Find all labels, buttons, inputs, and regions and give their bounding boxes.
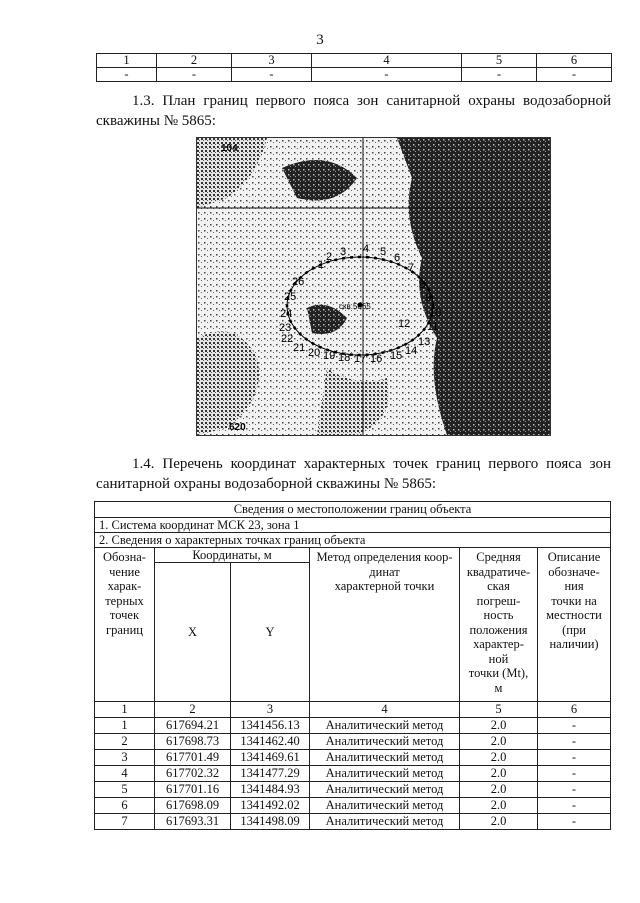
- point-label: 7: [408, 262, 415, 274]
- point-label: 24: [280, 308, 293, 320]
- boundary-plan-map: [196, 137, 551, 436]
- error: 2.0: [460, 814, 538, 830]
- description: -: [538, 782, 611, 798]
- point-number: 2: [95, 734, 155, 750]
- x-coordinate: 617701.16: [155, 782, 231, 798]
- table-cell: -: [232, 68, 312, 82]
- y-coordinate: 1341498.09: [231, 814, 310, 830]
- section-1-4-text: 1.4. Перечень координат характерных точек границ первого пояса зон санитарной охраны водозаборной скважины № 5865:: [96, 456, 611, 492]
- method: Аналитический метод: [310, 718, 460, 734]
- table-cell: -: [462, 68, 537, 82]
- column-number: 5: [460, 702, 538, 718]
- table-title: Сведения о местоположении границ объекта: [95, 502, 611, 518]
- description: -: [538, 798, 611, 814]
- point-number: 7: [95, 814, 155, 830]
- table-row: [95, 782, 611, 798]
- table-cell: -: [97, 68, 157, 82]
- method: Аналитический метод: [310, 734, 460, 750]
- point-number: 6: [95, 798, 155, 814]
- point-label: 1: [318, 259, 325, 271]
- y-coordinate: 1341492.02: [231, 798, 310, 814]
- method: Аналитический метод: [310, 766, 460, 782]
- x-coordinate: 617698.73: [155, 734, 231, 750]
- description: -: [538, 718, 611, 734]
- y-coordinate: 1341462.40: [231, 734, 310, 750]
- point-label: 14: [405, 345, 418, 357]
- point-label: 15: [390, 350, 403, 362]
- point-label: 21: [293, 342, 306, 354]
- point-label: 18: [338, 352, 351, 364]
- table-cell: -: [537, 68, 612, 82]
- grid-label-top: 104: [221, 143, 238, 154]
- column-number: 3: [231, 702, 310, 718]
- error: 2.0: [460, 798, 538, 814]
- point-label: 26: [292, 276, 305, 288]
- point-label: 13: [418, 336, 431, 348]
- point-number: 1: [95, 718, 155, 734]
- error: 2.0: [460, 750, 538, 766]
- table-row: [97, 68, 612, 82]
- point-label: 19: [323, 350, 336, 362]
- x-coordinate: 617694.21: [155, 718, 231, 734]
- point-label: 11: [427, 321, 439, 333]
- error: 2.0: [460, 718, 538, 734]
- point-label: 6: [394, 252, 401, 264]
- table-row: [95, 814, 611, 830]
- error: 2.0: [460, 782, 538, 798]
- column-header-coordinates: Координаты, м: [155, 548, 310, 563]
- description: -: [538, 750, 611, 766]
- section-1-3-paragraph: [96, 91, 611, 131]
- y-coordinate: 1341477.29: [231, 766, 310, 782]
- description: -: [538, 814, 611, 830]
- header-cell: 5: [462, 54, 537, 68]
- well-label: скв.5865: [339, 302, 371, 311]
- column-number: 2: [155, 702, 231, 718]
- header-cell: 6: [537, 54, 612, 68]
- column-header-method: Метод определения коор- динат характерной точки: [310, 548, 460, 702]
- method: Аналитический метод: [310, 798, 460, 814]
- column-header-error: Средняя квадратиче- ская погреш- ность положения характер- ной точки (Mt), м: [460, 548, 538, 702]
- column-header-designation: Обозна- чение харак- терных точек границ: [95, 548, 155, 702]
- map-image: [197, 138, 550, 435]
- method: Аналитический метод: [310, 750, 460, 766]
- method: Аналитический метод: [310, 782, 460, 798]
- point-label: 4: [363, 243, 370, 255]
- point-label: 12: [398, 318, 411, 330]
- table-cell: -: [312, 68, 462, 82]
- table-row: [95, 750, 611, 766]
- continuation-table: [96, 53, 612, 82]
- point-label: 8: [419, 279, 426, 291]
- point-label: 16: [370, 353, 383, 365]
- x-coordinate: 617702.32: [155, 766, 231, 782]
- point-label: 9: [425, 292, 432, 304]
- table-cell: -: [157, 68, 232, 82]
- point-label: 5: [380, 246, 387, 258]
- column-header-description: Описание обозначе- ния точки на местности (при наличии): [538, 548, 611, 702]
- page-number: 3: [316, 32, 324, 48]
- column-number: 6: [538, 702, 611, 718]
- x-coordinate: 617693.31: [155, 814, 231, 830]
- point-label: 2: [326, 251, 333, 263]
- point-number: 5: [95, 782, 155, 798]
- error: 2.0: [460, 766, 538, 782]
- y-coordinate: 1341456.13: [231, 718, 310, 734]
- x-coordinate: 617701.49: [155, 750, 231, 766]
- x-coordinate: 617698.09: [155, 798, 231, 814]
- error: 2.0: [460, 734, 538, 750]
- method: Аналитический метод: [310, 814, 460, 830]
- y-coordinate: 1341484.93: [231, 782, 310, 798]
- section-1-3-text: 1.3. План границ первого пояса зон санитарной охраны водозаборной скважины № 5865:: [96, 93, 611, 129]
- column-number: 1: [95, 702, 155, 718]
- header-cell: 1: [97, 54, 157, 68]
- table-header-row: [97, 54, 612, 68]
- coordinates-table: [94, 501, 611, 830]
- table-row: [95, 766, 611, 782]
- description: -: [538, 734, 611, 750]
- description: -: [538, 766, 611, 782]
- header-cell: 2: [157, 54, 232, 68]
- table-row: [95, 718, 611, 734]
- table-row: [95, 734, 611, 750]
- point-label: 3: [340, 246, 347, 258]
- point-label: 23: [279, 322, 292, 334]
- point-label: 25: [284, 291, 297, 303]
- point-label: 17: [354, 353, 367, 365]
- table-row: [95, 798, 611, 814]
- coordinate-system: 1. Система координат МСК 23, зона 1: [95, 518, 611, 533]
- point-number: 4: [95, 766, 155, 782]
- column-header-y: Y: [231, 563, 310, 702]
- point-number: 3: [95, 750, 155, 766]
- point-label: 20: [308, 347, 321, 359]
- header-cell: 4: [312, 54, 462, 68]
- section-heading: 2. Сведения о характерных точках границ объекта: [95, 533, 611, 548]
- section-1-4-paragraph: [96, 454, 611, 494]
- column-number-row: [95, 702, 611, 718]
- header-cell: 3: [232, 54, 312, 68]
- grid-label-bottom: 620: [229, 422, 246, 433]
- column-header-x: X: [155, 563, 231, 702]
- point-label: 10: [429, 307, 442, 319]
- column-number: 4: [310, 702, 460, 718]
- y-coordinate: 1341469.61: [231, 750, 310, 766]
- point-label: 22: [281, 333, 294, 345]
